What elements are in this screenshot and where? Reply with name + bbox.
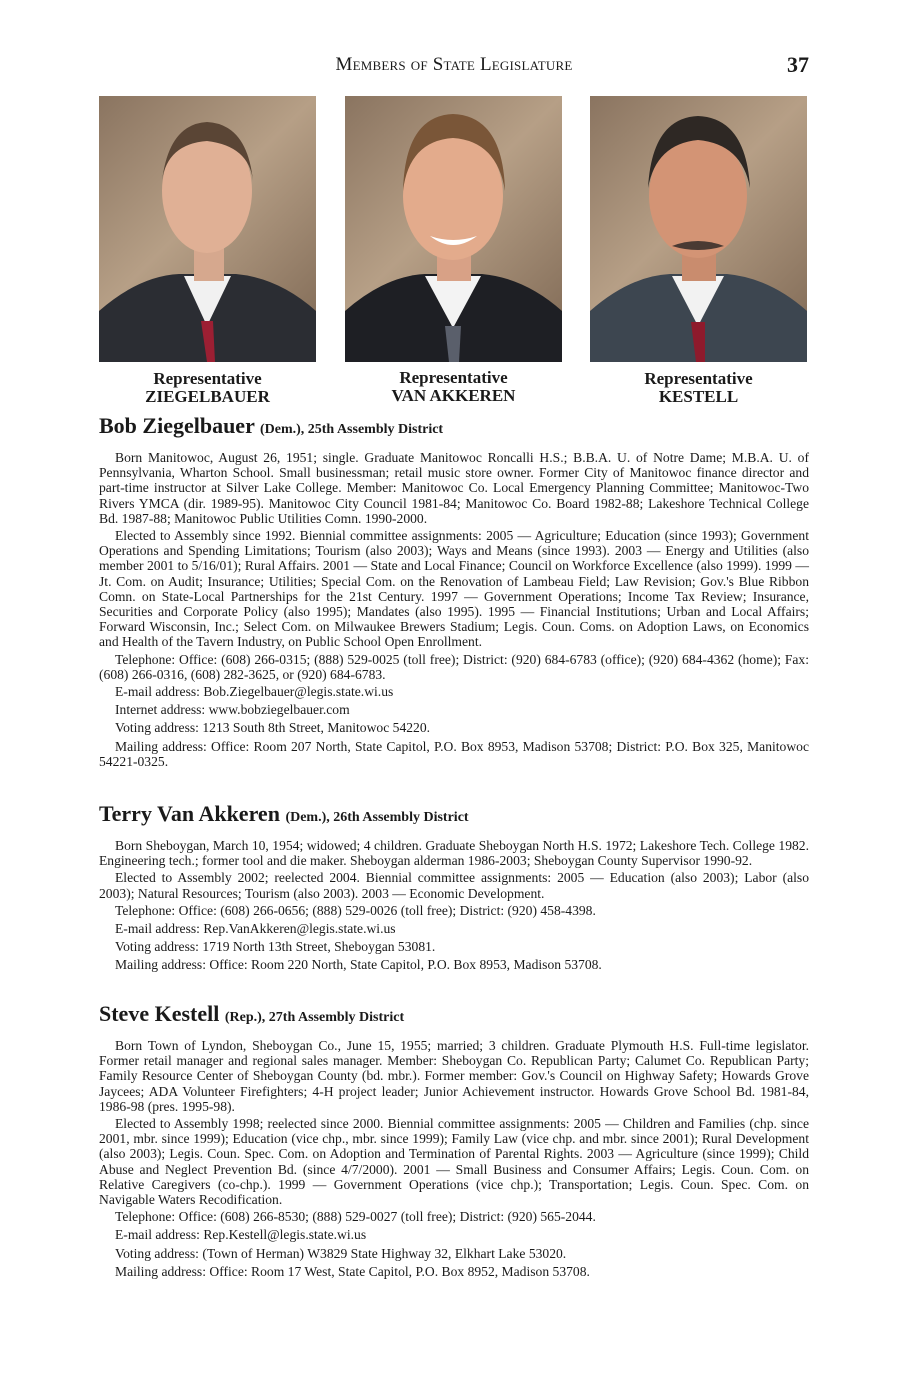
caption-surname: ZIEGELBAUER xyxy=(145,387,270,406)
portrait-photo-van-akkeren xyxy=(345,96,562,362)
caption-surname: KESTELL xyxy=(658,387,739,406)
member-mailing-address: Mailing address: Office: Room 220 North, State Capitol, P.O. Box 8953, Madison 53708. xyxy=(115,957,602,973)
member-voting-address: Voting address: 1719 North 13th Street, Sheboygan 53081. xyxy=(115,939,436,955)
member-bio: Born Town of Lyndon, Sheboygan Co., June 15, 1955; married; 3 children. Graduate Plymouth H.S. Full-time legislator. Former retail manager and regional sales manager. Member: Sheboygan Co. Republican Party; Calumet Co. Republican Party; Family Resource Center of Sheboygan County (bd. mbr.). Former member: Gov.'s Council on Highway Safety; Howards Grove Jaycees; ADA Volunteer Firefighters; 4-H project leader; Junior Achievement instructor. Howards Grove School Bd. 1981-84, 1986-98 (pres. 1995-98). xyxy=(99,1038,809,1114)
member-committees: Elected to Assembly 1998; reelected since 2000. Biennial committee assignments: 2005 — Children and Families (chp. since 2001, mbr. since 1999); Education (vice chp., mbr. since 1999); Family Law (vice chp. and mbr. since 2001); Rural Development (also 2003); Legis. Coun. Spec. Com. on Adoption and Termination of Parental Rights. 2003 — Agriculture (since 1999); Child Abuse and Neglect Prevention Bd. (since 4/7/2000). 2001 — Small Business and Consumer Affairs; Legis. Coun. Com. on Relative Caregivers (co-chp.). 1999 — Government Operations (vice chp.); Transportation; Legis. Coun. Spec. Com. on Navigable Waters Recodification. xyxy=(99,1116,809,1208)
page-header xyxy=(99,52,809,82)
page-number: 37 xyxy=(787,52,809,77)
member-email: E-mail address: Bob.Ziegelbauer@legis.state.wi.us xyxy=(115,684,394,700)
member-heading xyxy=(99,1002,809,1030)
portrait-photo-ziegelbauer xyxy=(99,96,316,362)
member-entry-van-akkeren xyxy=(99,802,809,976)
member-heading xyxy=(99,802,809,830)
member-voting-address: Voting address: 1213 South 8th Street, Manitowoc 54220. xyxy=(115,720,431,736)
photo-caption-kestell xyxy=(590,370,807,406)
member-email: E-mail address: Rep.VanAkkeren@legis.state.wi.us xyxy=(115,921,396,937)
member-telephone: Telephone: Office: (608) 266-8530; (888) 529-0027 (toll free); District: (920) 565-2044. xyxy=(115,1209,596,1225)
member-telephone: Telephone: Office: (608) 266-0656; (888) 529-0026 (toll free); District: (920) 458-4398. xyxy=(115,902,596,918)
caption-surname: VAN AKKEREN xyxy=(391,386,516,405)
member-entry-ziegelbauer xyxy=(99,414,809,771)
photo-caption-ziegelbauer xyxy=(99,370,316,406)
member-bio: Born Manitowoc, August 26, 1951; single. Graduate Manitowoc Roncalli H.S.; B.B.A. U. of Notre Dame; M.B.A. U. of Pennsylvania, Wharton School. Small businessman; retail music store owner. Former City of Manitowoc finance director and part-time instructor at Silver Lake College. Member: Manitowoc Co. Local Emergency Planning Committee; Manitowoc-Two Rivers YMCA (dir. 1989-95). Manitowoc City Council 1981-84; Manitowoc Co. Board 1982-88; Lakeshore Technical College Bd. 1987-88; Manitowoc Public Utilities Comn. 1990-2000. xyxy=(99,450,809,526)
member-voting-address: Voting address: (Town of Herman) W3829 State Highway 32, Elkhart Lake 53020. xyxy=(115,1245,567,1261)
member-bio: Born Sheboygan, March 10, 1954; widowed; 4 children. Graduate Sheboygan North H.S. 1972; Lakeshore Tech. College 1982. Engineering tech.; former tool and die maker. Sheboygan alderman 1986-2003; Sheboygan County Supervisor 1990-92. xyxy=(99,838,809,869)
member-name: Steve Kestell xyxy=(99,1001,220,1026)
caption-title: Representative xyxy=(399,368,508,387)
portrait-photo-kestell xyxy=(590,96,807,362)
member-district: (Rep.), 27th Assembly District xyxy=(224,1010,405,1025)
member-entry-kestell xyxy=(99,1002,809,1282)
member-committees: Elected to Assembly since 1992. Biennial committee assignments: 2005 — Agriculture; Education (since 1993); Government Operations and Spending Limitations; Tourism (also 2003); Ways and Means (since 1993). 2003 — Energy and Utilities (also member 2001 to 5/16/01); Rural Affairs. 2001 — State and Local Finance; Council on Workforce Excellence (also 1999). 1999 — Jt. Com. on Audit; Insurance; Utilities; Special Com. on the Renovation of Lambeau Field; Law Revision; Gov.'s Blue Ribbon Comn. on State-Local Partnerships for the 21st Century. 1997 — Government Operations; Income Tax Review; Insurance, Securities and Corporate Policy (also 1995); Mandates (also 1995). 1995 — Financial Institutions; Urban and Local Affairs; Forward Wisconsin, Inc.; Select Com. on Milwaukee Brewers Stadium; Legis. Coun. Coms. on Adoption Laws, on Economics and Health of the Tavern Industry, on Public School Open Enrollment. xyxy=(99,528,809,650)
photo-caption-van-akkeren xyxy=(345,369,562,405)
caption-title: Representative xyxy=(644,369,753,388)
member-district: (Dem.), 26th Assembly District xyxy=(285,810,469,825)
member-name: Terry Van Akkeren xyxy=(99,801,280,826)
running-title: Members of State Legislature xyxy=(335,54,573,75)
member-email: E-mail address: Rep.Kestell@legis.state.wi.us xyxy=(115,1227,367,1243)
member-district: (Dem.), 25th Assembly District xyxy=(259,422,444,437)
caption-title: Representative xyxy=(153,369,262,388)
member-name: Bob Ziegelbauer xyxy=(99,413,255,438)
member-mailing-address: Mailing address: Office: Room 207 North, State Capitol, P.O. Box 8953, Madison 53708; District: P.O. Box 325, Manitowoc 54221-0325. xyxy=(99,738,809,769)
member-internet: Internet address: www.bobziegelbauer.com xyxy=(115,702,350,718)
member-telephone: Telephone: Office: (608) 266-0315; (888) 529-0025 (toll free); District: (920) 684-6783 (office); (920) 684-4362 (home); Fax: (608) 266-0316, (608) 282-3625, or (920) 684-6783. xyxy=(99,651,809,682)
member-heading xyxy=(99,414,809,442)
member-committees: Elected to Assembly 2002; reelected 2004. Biennial committee assignments: 2005 — Education (also 2003); Labor (also 2003); Natural Resources; Tourism (also 2003). 2003 — Economic Development. xyxy=(99,870,809,901)
member-mailing-address: Mailing address: Office: Room 17 West, State Capitol, P.O. Box 8952, Madison 53708. xyxy=(115,1263,590,1279)
